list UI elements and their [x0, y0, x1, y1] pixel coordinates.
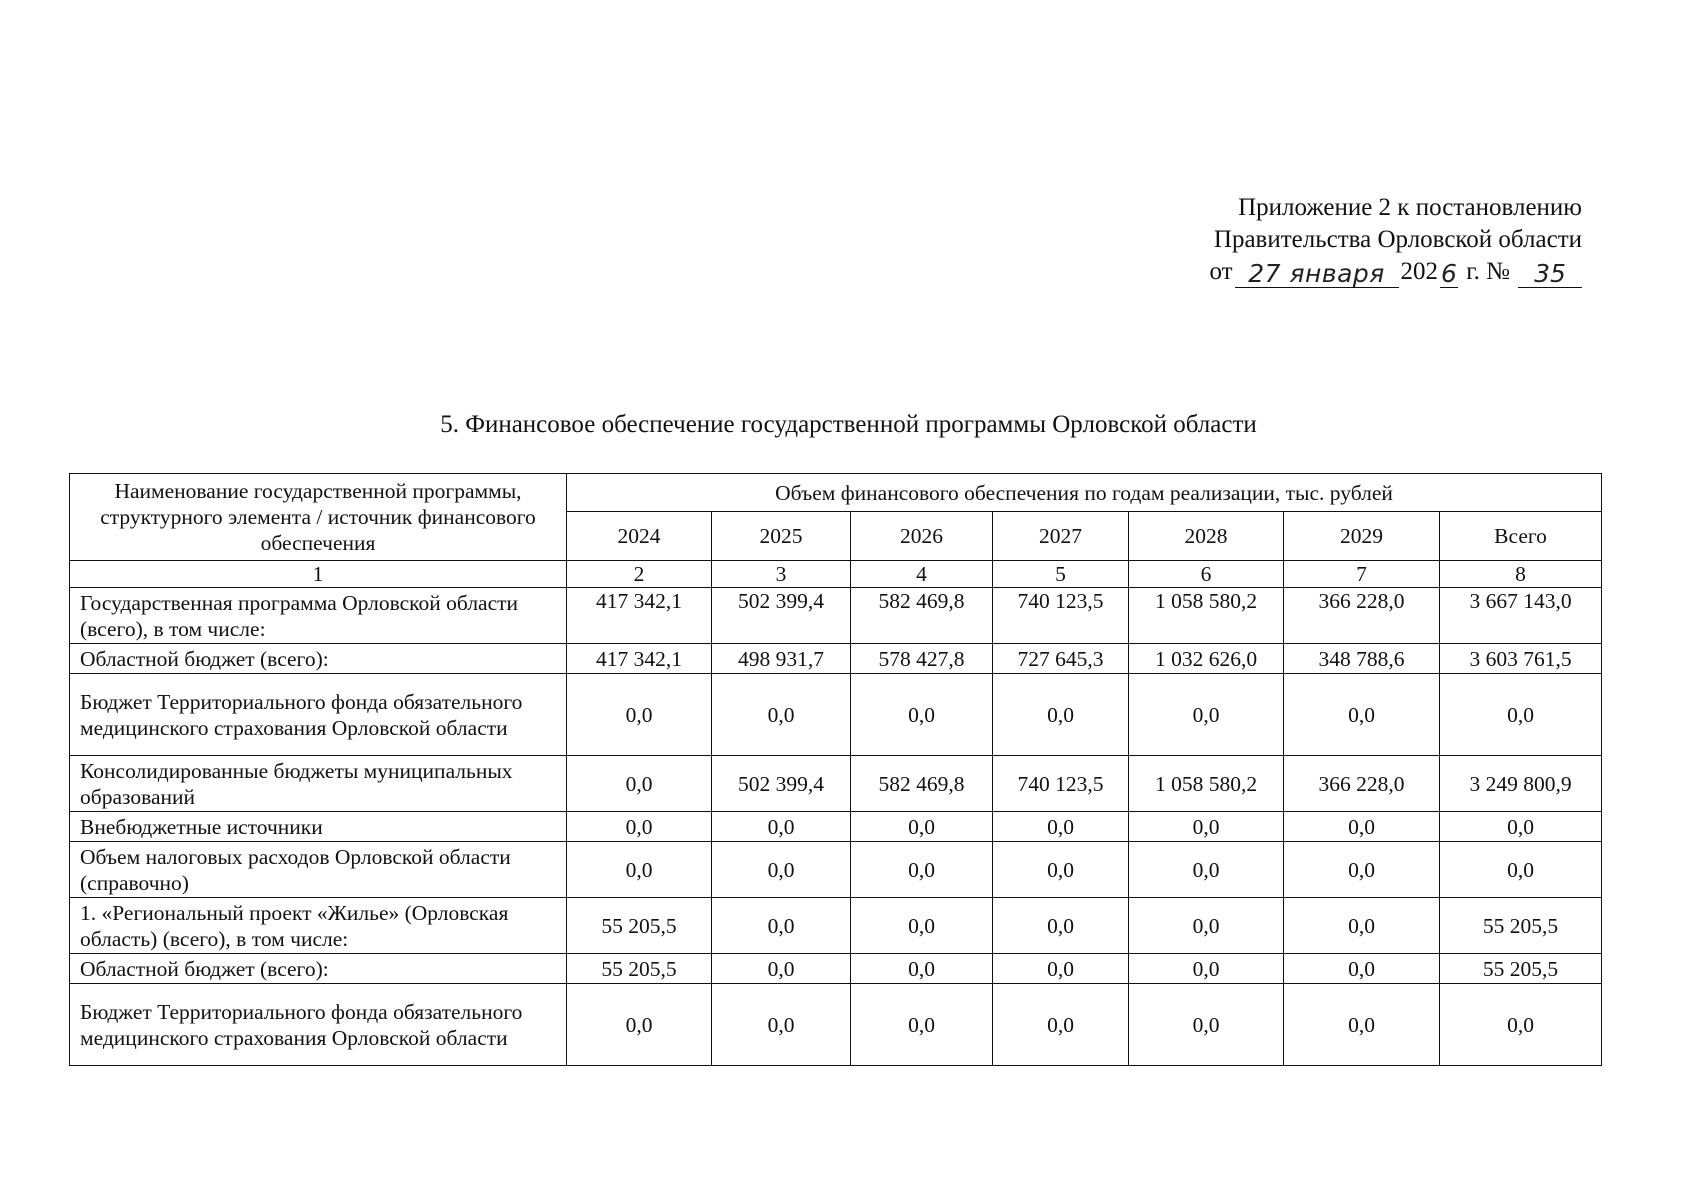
row-value: 578 427,8: [851, 644, 993, 674]
header-year-2026: 2026: [851, 512, 993, 561]
row-value: 582 469,8: [851, 588, 993, 644]
row-value: 0,0: [1129, 954, 1284, 984]
header-name-cell: Наименование государственной программы, структурного элемента / источник финансового обеспечения: [70, 474, 567, 561]
approval-line-1: Приложение 2 к постановлению: [1238, 194, 1582, 221]
column-number: 3: [712, 561, 851, 588]
row-value: 0,0: [1129, 674, 1284, 756]
table-row: [70, 644, 1602, 674]
header-year-2025: 2025: [712, 512, 851, 561]
handwritten-number: 35: [1518, 261, 1582, 288]
approval-line-2: Правительства Орловской области: [1213, 226, 1582, 253]
row-value: 0,0: [567, 842, 712, 898]
header-year-2024: 2024: [567, 512, 712, 561]
financing-table: [69, 473, 1602, 1066]
row-value: 348 788,6: [1284, 644, 1440, 674]
row-value: 0,0: [993, 984, 1129, 1066]
row-value: 55 205,5: [1440, 898, 1602, 954]
row-value: 0,0: [1129, 812, 1284, 842]
row-value: 0,0: [851, 812, 993, 842]
row-value: 0,0: [1129, 898, 1284, 954]
row-value: 0,0: [851, 842, 993, 898]
row-value: 498 931,7: [712, 644, 851, 674]
table-row: [70, 898, 1602, 954]
row-value: 0,0: [1129, 984, 1284, 1066]
row-value: 1 058 580,2: [1129, 588, 1284, 644]
column-number: 7: [1284, 561, 1440, 588]
row-name: Бюджет Территориального фонда обязательного медицинского страхования Орловской области: [70, 674, 567, 756]
header-year-2028: 2028: [1129, 512, 1284, 561]
row-value: 0,0: [712, 954, 851, 984]
row-value: 0,0: [1284, 812, 1440, 842]
row-value: 0,0: [851, 898, 993, 954]
header-row-group: [70, 474, 1602, 512]
column-number: 2: [567, 561, 712, 588]
table-row: [70, 842, 1602, 898]
row-value: 0,0: [1129, 842, 1284, 898]
table-row: [70, 984, 1602, 1066]
column-number: 6: [1129, 561, 1284, 588]
handwritten-date: 27 января: [1235, 261, 1399, 288]
row-value: 0,0: [567, 756, 712, 812]
row-value: 0,0: [993, 812, 1129, 842]
row-value: 740 123,5: [993, 756, 1129, 812]
row-value: 0,0: [1440, 984, 1602, 1066]
row-name: Областной бюджет (всего):: [70, 644, 567, 674]
column-number: 8: [1440, 561, 1602, 588]
row-value: 0,0: [712, 842, 851, 898]
row-value: 417 342,1: [567, 644, 712, 674]
row-value: 0,0: [1440, 842, 1602, 898]
header-year-2029: 2029: [1284, 512, 1440, 561]
column-number-row: [70, 561, 1602, 588]
row-value: 417 342,1: [567, 588, 712, 644]
approval-block: [1102, 192, 1582, 288]
row-name: Консолидированные бюджеты муниципальных образований: [70, 756, 567, 812]
row-value: 0,0: [851, 954, 993, 984]
row-value: 0,0: [1440, 812, 1602, 842]
approval-ot: от: [1209, 258, 1233, 285]
row-value: 0,0: [993, 674, 1129, 756]
table-row: [70, 812, 1602, 842]
row-value: 1 058 580,2: [1129, 756, 1284, 812]
row-name: Областной бюджет (всего):: [70, 954, 567, 984]
column-number: 5: [993, 561, 1129, 588]
row-value: 582 469,8: [851, 756, 993, 812]
row-value: 0,0: [993, 898, 1129, 954]
table-row: [70, 588, 1602, 644]
row-value: 0,0: [851, 674, 993, 756]
row-value: 0,0: [1284, 898, 1440, 954]
column-number: 4: [851, 561, 993, 588]
table-row: [70, 674, 1602, 756]
row-value: 727 645,3: [993, 644, 1129, 674]
row-value: 0,0: [993, 954, 1129, 984]
row-value: 0,0: [1284, 954, 1440, 984]
approval-year-prefix: 202: [1400, 258, 1439, 285]
row-name: Объем налоговых расходов Орловской области (справочно): [70, 842, 567, 898]
row-name: Внебюджетные источники: [70, 812, 567, 842]
row-value: 0,0: [1284, 984, 1440, 1066]
row-value: 366 228,0: [1284, 588, 1440, 644]
table-row: [70, 954, 1602, 984]
row-value: 0,0: [993, 842, 1129, 898]
row-value: 0,0: [567, 812, 712, 842]
row-value: 0,0: [712, 812, 851, 842]
row-value: 0,0: [567, 674, 712, 756]
row-value: 0,0: [1284, 842, 1440, 898]
row-value: 0,0: [712, 984, 851, 1066]
row-name: Бюджет Территориального фонда обязательного медицинского страхования Орловской области: [70, 984, 567, 1066]
row-value: 502 399,4: [712, 588, 851, 644]
row-value: 3 667 143,0: [1440, 588, 1602, 644]
row-value: 3 603 761,5: [1440, 644, 1602, 674]
approval-date-line: [1209, 256, 1582, 288]
table-row: [70, 756, 1602, 812]
header-year-2027: 2027: [993, 512, 1129, 561]
row-value: 0,0: [567, 984, 712, 1066]
row-value: 0,0: [851, 984, 993, 1066]
document-title: 5. Финансовое обеспечение государственной программы Орловской области: [440, 411, 1257, 438]
row-value: 0,0: [712, 898, 851, 954]
row-value: 0,0: [1440, 674, 1602, 756]
row-value: 55 205,5: [567, 898, 712, 954]
row-value: 740 123,5: [993, 588, 1129, 644]
handwritten-year-digit: 6: [1441, 259, 1457, 288]
row-value: 366 228,0: [1284, 756, 1440, 812]
approval-year-suffix: г. №: [1459, 258, 1510, 285]
row-value: 1 032 626,0: [1129, 644, 1284, 674]
row-value: 0,0: [712, 674, 851, 756]
column-number: 1: [70, 561, 567, 588]
row-value: 0,0: [1284, 674, 1440, 756]
header-total: Всего: [1440, 512, 1602, 561]
row-value: 3 249 800,9: [1440, 756, 1602, 812]
row-name: Государственная программа Орловской области (всего), в том числе:: [70, 588, 567, 644]
row-value: 55 205,5: [567, 954, 712, 984]
row-value: 502 399,4: [712, 756, 851, 812]
row-name: 1. «Региональный проект «Жилье» (Орловская область) (всего), в том числе:: [70, 898, 567, 954]
header-group-cell: Объем финансового обеспечения по годам реализации, тыс. рублей: [567, 474, 1602, 512]
row-value: 55 205,5: [1440, 954, 1602, 984]
